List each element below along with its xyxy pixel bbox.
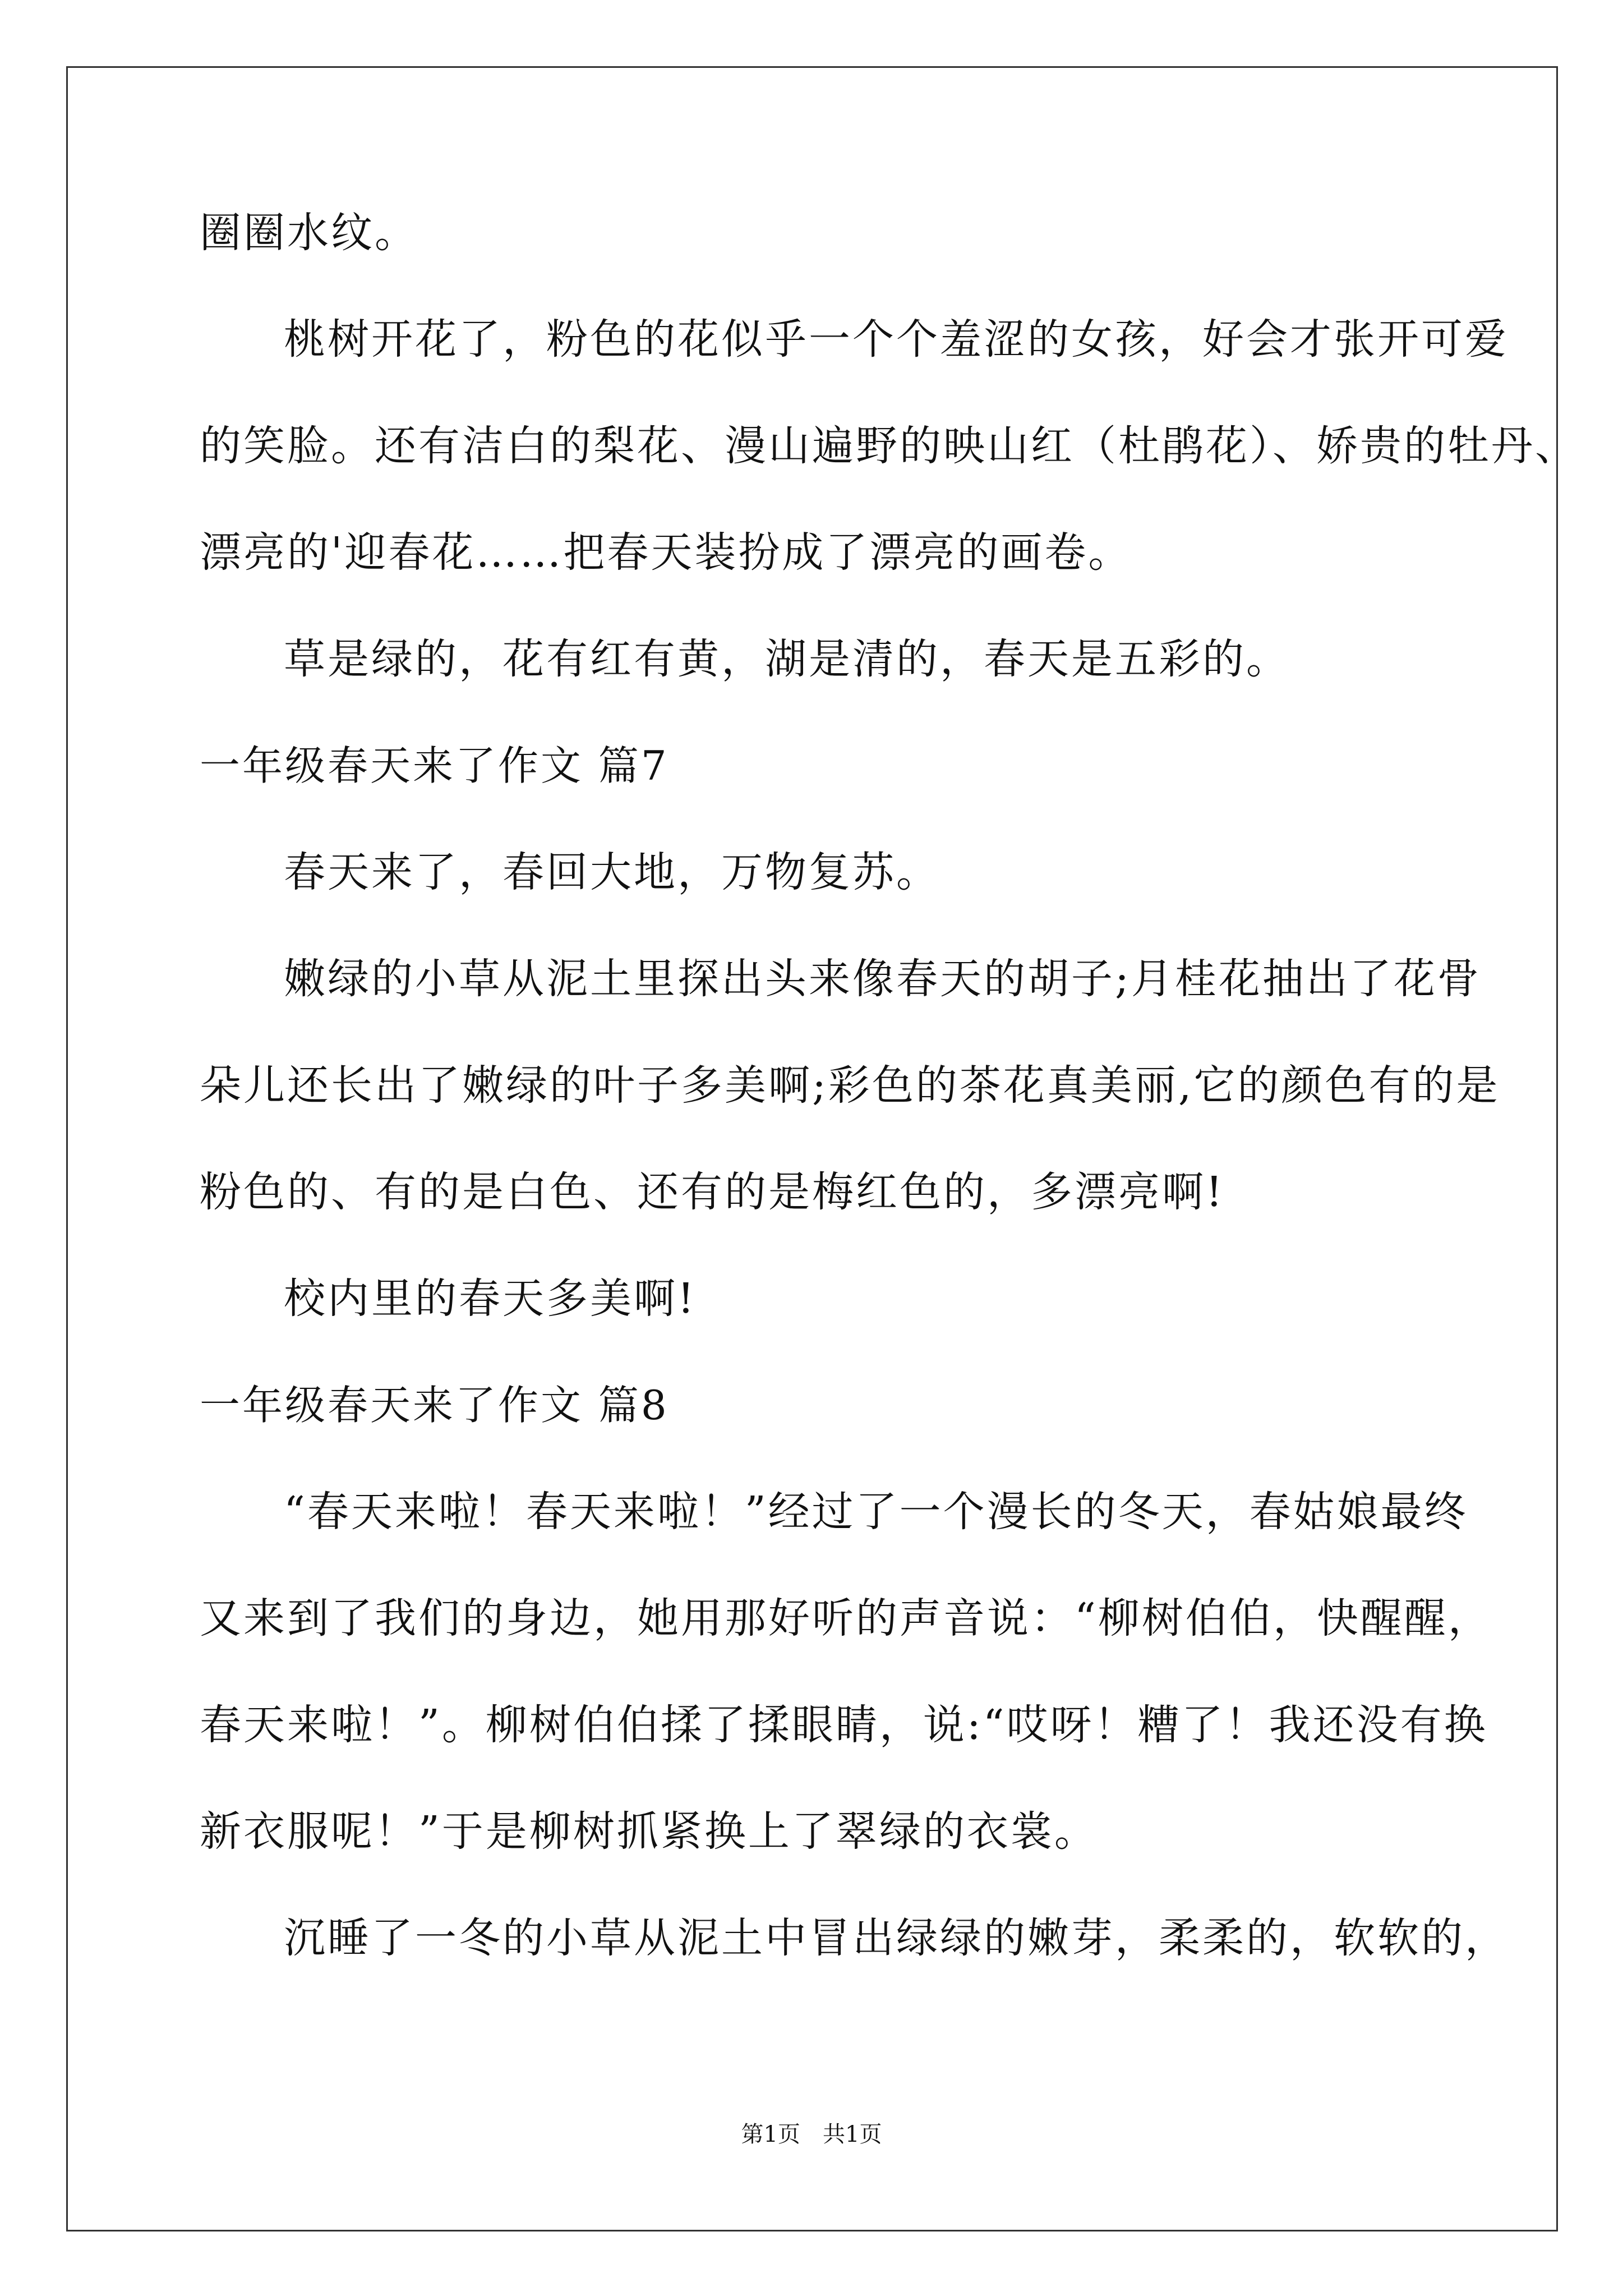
paragraph-line: 嫩绿的小草从泥土里探出头来像春天的胡子;月桂花抽出了花骨 — [284, 955, 1481, 1003]
paragraph-line: 漂亮的'迎春花……把春天装扮成了漂亮的画卷。 — [200, 528, 1132, 577]
paragraph-line: 圈圈水纹。 — [200, 209, 418, 257]
section-heading: 一年级春天来了作文 篇7 — [200, 742, 669, 789]
paragraph-line: 校内里的春天多美啊! — [284, 1274, 697, 1323]
paragraph-line: 新衣服呢！”于是柳树抓紧换上了翠绿的衣裳。 — [200, 1807, 1098, 1856]
section-heading: 一年级春天来了作文 篇8 — [200, 1382, 669, 1429]
paragraph-line: 草是绿的，花有红有黄，湖是清的，春天是五彩的。 — [284, 635, 1290, 683]
paragraph-line: 又来到了我们的身边，她用那好听的声音说：“柳树伯伯，快醒醒， — [200, 1594, 1492, 1642]
paragraph-line: 粉色的、有的是白色、还有的是梅红色的，多漂亮啊! — [200, 1168, 1225, 1216]
paragraph-line: 的笑脸。还有洁白的梨花、漫山遍野的映山红（杜鹃花）、娇贵的牡丹、 — [200, 422, 1579, 470]
paragraph-line: 春天来啦！”。柳树伯伯揉了揉眼睛，说:“哎呀！糟了！我还没有换 — [200, 1701, 1488, 1749]
paragraph-line: 沉睡了一冬的小草从泥土中冒出绿绿的嫩芽，柔柔的，软软的， — [284, 1914, 1509, 1962]
page-frame — [66, 66, 1558, 2231]
paragraph-line: “春天来啦！春天来啦！”经过了一个漫长的冬天，春姑娘最终 — [284, 1488, 1468, 1536]
paragraph-line: 桃树开花了，粉色的花似乎一个个羞涩的女孩，好会才张开可爱 — [284, 315, 1509, 364]
page-footer: 第1页 共1页 — [741, 2122, 882, 2147]
paragraph-line: 春天来了，春回大地，万物复苏。 — [284, 848, 940, 896]
paragraph-line: 朵儿还长出了嫩绿的叶子多美啊;彩色的茶花真美丽,它的颜色有的是 — [200, 1061, 1500, 1110]
